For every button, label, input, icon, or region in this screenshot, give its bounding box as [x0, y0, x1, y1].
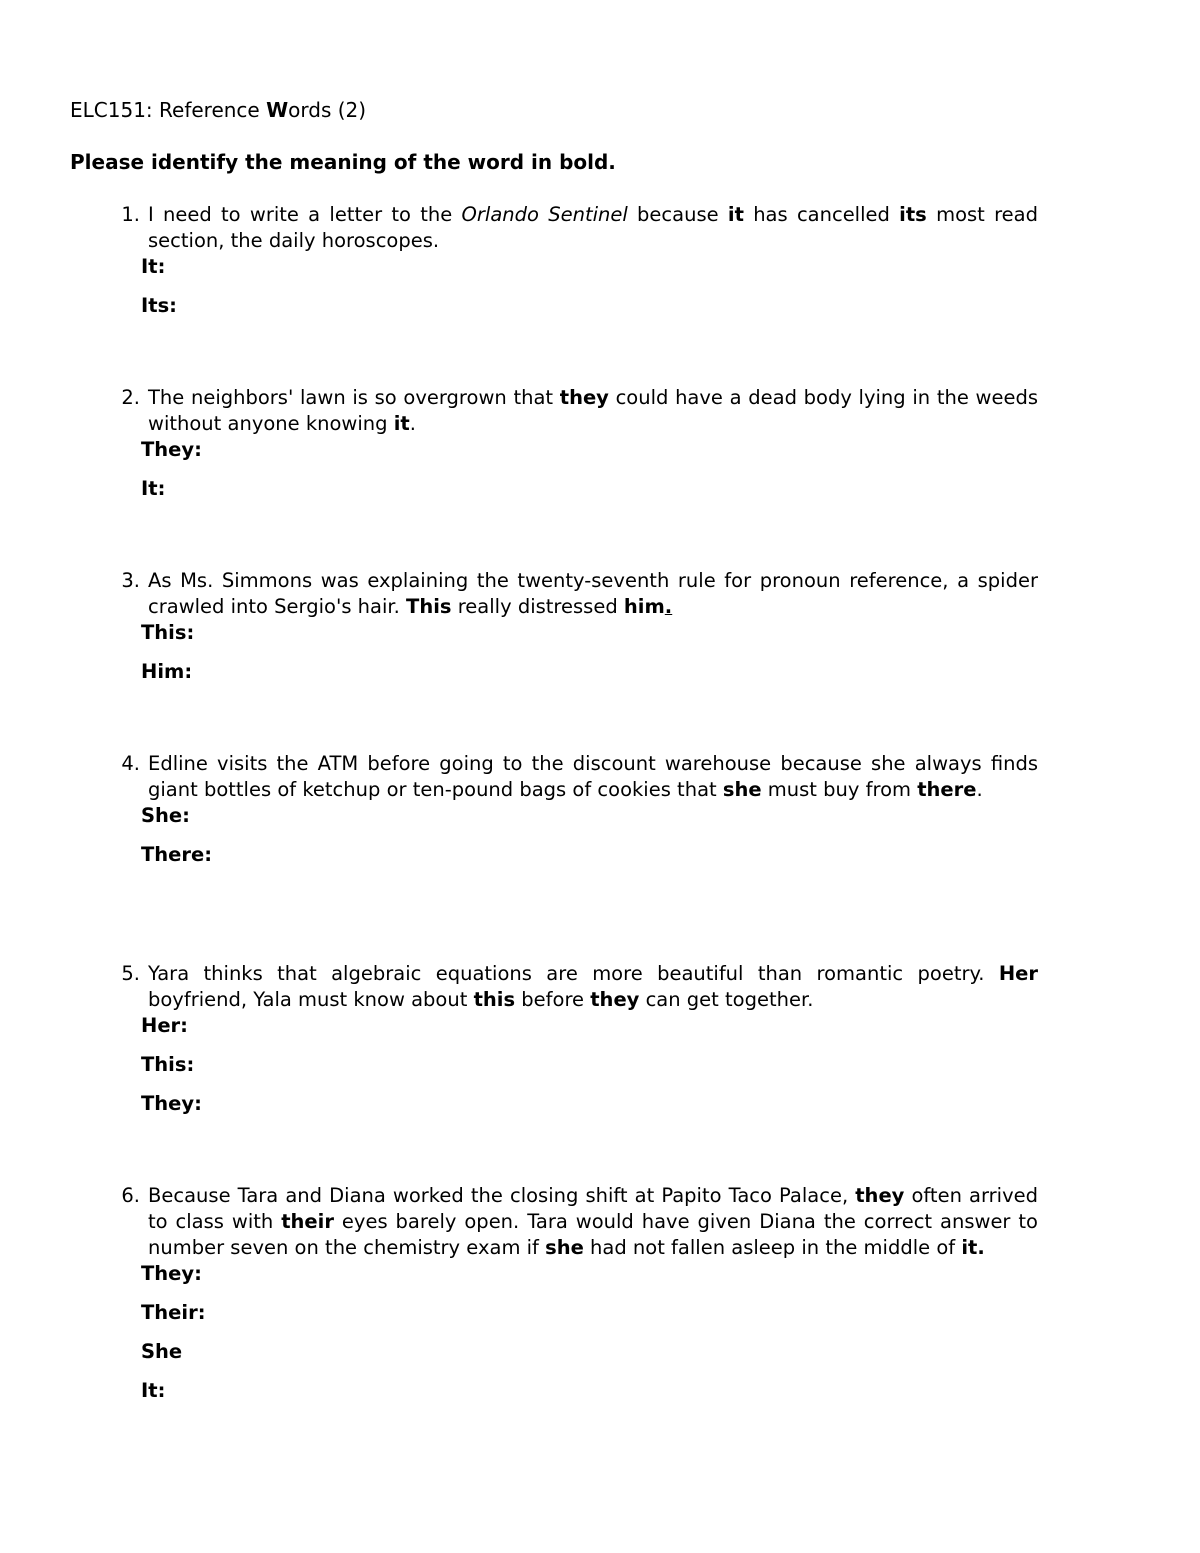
question-text-segment: most read section, the daily horoscopes. — [148, 203, 1038, 252]
answer-label: Its: — [141, 294, 177, 317]
bold-reference-word: they — [590, 988, 640, 1011]
question-6 — [100, 1183, 1038, 1417]
question-text-segment: really distressed — [451, 595, 624, 618]
question-text-segment: As Ms. Simmons was explaining the twenty-seventh rule for pronoun reference, a spider crawled into Sergio's hair. — [148, 569, 1038, 618]
question-number: 4. — [121, 752, 140, 775]
answer-label: It: — [141, 1379, 166, 1402]
bold-reference-word: it — [727, 203, 744, 226]
answer-list — [141, 437, 1038, 502]
question-row — [100, 202, 1038, 254]
bold-reference-word: it — [393, 412, 410, 435]
question-text-segment: before — [515, 988, 591, 1011]
bold-reference-word: they — [855, 1184, 905, 1207]
answer-label: This: — [141, 1053, 195, 1076]
answer-label: It: — [141, 255, 166, 278]
question-row — [100, 568, 1038, 620]
question-4 — [100, 751, 1038, 881]
answer-label: They: — [141, 1092, 202, 1115]
question-5 — [100, 961, 1038, 1130]
question-number: 5. — [121, 962, 140, 985]
bold-reference-word: its — [899, 203, 927, 226]
question-text-segment: had not fallen asleep in the middle of — [583, 1236, 962, 1259]
question-text-segment: can get together. — [639, 988, 814, 1011]
question-text-segment: often arrived to class with — [148, 1184, 1038, 1233]
bold-reference-word: she — [722, 778, 762, 801]
answer-label: Their: — [141, 1301, 206, 1324]
question-text-segment: eyes barely open. Tara would have given Diana the correct answer to number seven on the chemistry exam if — [148, 1210, 1038, 1259]
question-text — [148, 202, 1038, 254]
answer-label: Her: — [141, 1014, 188, 1037]
title-suffix: ords (2) — [288, 98, 367, 122]
bold-reference-word: him — [623, 595, 665, 618]
question-text — [148, 751, 1038, 803]
answer-label: It: — [141, 477, 166, 500]
question-text-segment: I need to write a letter to the — [148, 203, 462, 226]
answer-list — [141, 620, 1038, 685]
answer-list — [141, 803, 1038, 868]
bold-reference-word: their — [281, 1210, 334, 1233]
question-row — [100, 961, 1038, 1013]
bold-reference-word: . — [664, 595, 673, 618]
question-row — [100, 751, 1038, 803]
question-2 — [100, 385, 1038, 515]
answer-label: They: — [141, 1262, 202, 1285]
bold-reference-word: Her — [998, 962, 1038, 985]
answer-label: She — [141, 1340, 183, 1363]
answer-list — [141, 1261, 1038, 1404]
bold-reference-word: it. — [961, 1236, 985, 1259]
question-text-segment: Edline visits the ATM before going to the discount warehouse because she always finds giant bottles of ketchup or ten-pound bags of cookies that — [148, 752, 1038, 801]
question-1 — [100, 202, 1038, 332]
document-title — [70, 96, 366, 124]
question-text-segment: because — [627, 203, 728, 226]
question-text-segment: The neighbors' lawn is so overgrown that — [148, 386, 560, 409]
bold-reference-word: they — [559, 386, 609, 409]
question-text — [148, 385, 1038, 437]
question-text-segment: must buy from — [761, 778, 918, 801]
bold-reference-word: this — [473, 988, 516, 1011]
question-text — [148, 961, 1038, 1013]
question-row — [100, 385, 1038, 437]
instruction: Please identify the meaning of the word in bold. — [70, 150, 616, 174]
answer-list — [141, 254, 1038, 319]
question-text-segment: Yara thinks that algebraic equations are more beautiful than romantic poetry. — [148, 962, 999, 985]
answer-list — [141, 1013, 1038, 1117]
question-text — [148, 1183, 1038, 1261]
question-text-segment: . — [976, 778, 983, 801]
question-text — [148, 568, 1038, 620]
title-prefix: ELC151: Reference — [70, 98, 267, 122]
question-text-segment: boyfriend, Yala must know about — [148, 988, 474, 1011]
question-row — [100, 1183, 1038, 1261]
question-text-segment: Because Tara and Diana worked the closing shift at Papito Taco Palace, — [148, 1184, 856, 1207]
answer-label: There: — [141, 843, 213, 866]
question-number: 1. — [121, 203, 140, 226]
question-3 — [100, 568, 1038, 698]
answer-label: She: — [141, 804, 190, 827]
answer-label: This: — [141, 621, 195, 644]
question-text-segment: could have a dead body lying in the weeds without anyone knowing — [148, 386, 1038, 435]
question-text-segment: has cancelled — [743, 203, 900, 226]
question-text-segment: . — [409, 412, 416, 435]
answer-label: They: — [141, 438, 202, 461]
bold-reference-word: This — [406, 595, 452, 618]
bold-reference-word: she — [545, 1236, 584, 1259]
question-number: 6. — [121, 1184, 140, 1207]
italic-text: Orlando Sentinel — [461, 203, 628, 226]
question-number: 2. — [121, 386, 140, 409]
answer-label: Him: — [141, 660, 193, 683]
bold-reference-word: there — [917, 778, 977, 801]
title-bold-letter: W — [266, 98, 289, 122]
question-number: 3. — [121, 569, 140, 592]
